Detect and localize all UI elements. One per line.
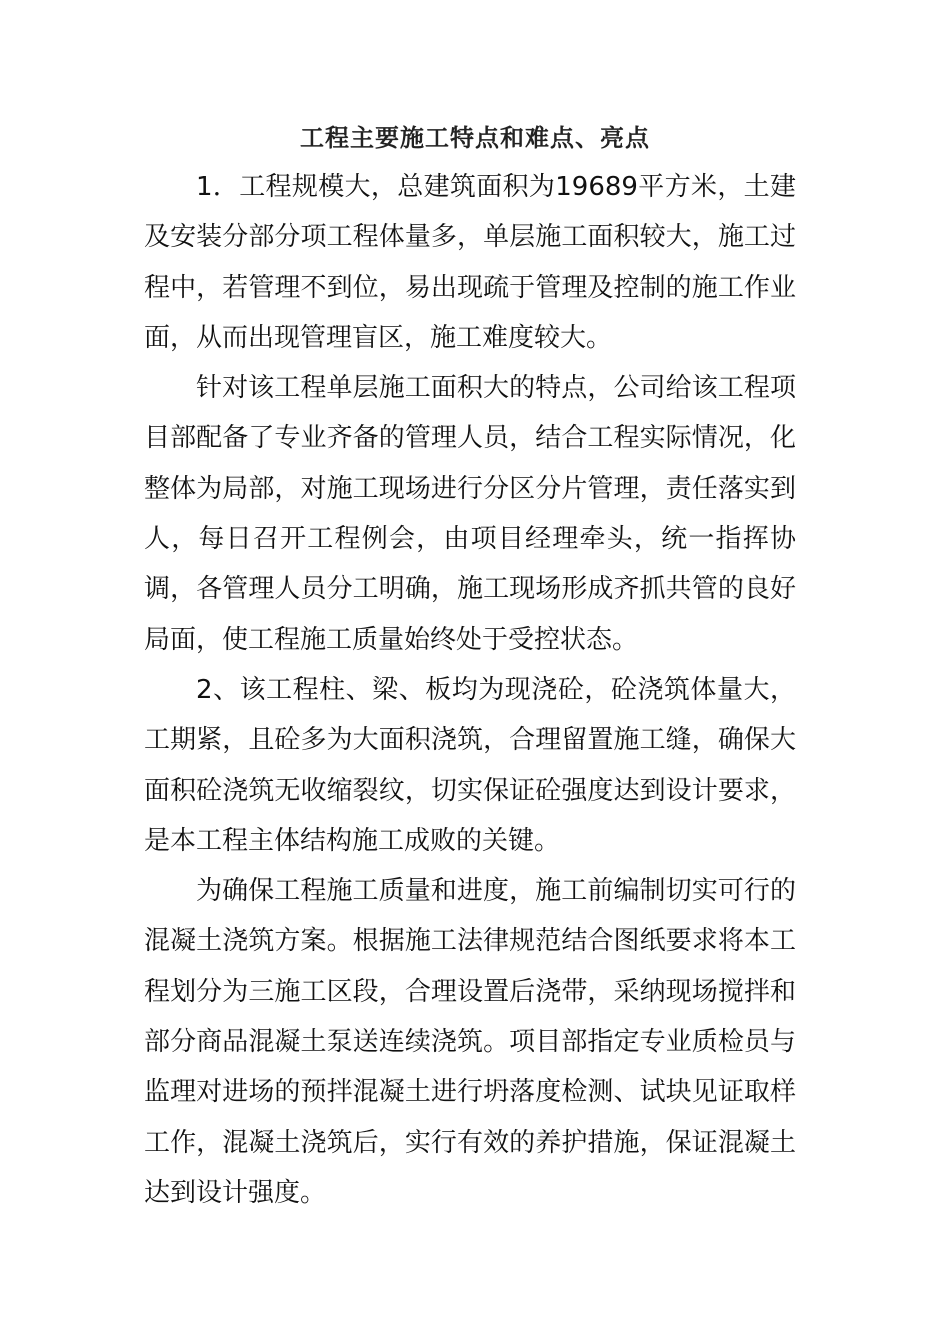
- document-title: 工程主要施工特点和难点、亮点: [300, 123, 650, 152]
- paragraph-1: 1．工程规模大，总建筑面积为19689平方米，土建及安装分部分项工程体量多，单层施工面积较大，施工过程中，若管理不到位，易出现疏于管理及控制的施工作业面，从而出现管理盲区，施工难度较大。: [144, 172, 796, 353]
- document-body: [144, 162, 796, 1218]
- paragraph-3: 2、该工程柱、梁、板均为现浇砼，砼浇筑体量大，工期紧，且砼多为大面积浇筑，合理留置施工缝，确保大面积砼浇筑无收缩裂纹，切实保证砼强度达到设计要求，是本工程主体结构施工成败的关键。: [144, 674, 796, 856]
- paragraph-2: 针对该工程单层施工面积大的特点，公司给该工程项目部配备了专业齐备的管理人员，结合工程实际情况，化整体为局部，对施工现场进行分区分片管理，责任落实到人，每日召开工程例会，由项目经理牵头，统一指挥协调，各管理人员分工明确，施工现场形成齐抓共管的良好局面，使工程施工质量始终处于受控状态。: [144, 373, 796, 655]
- paragraph-4: 为确保工程施工质量和进度，施工前编制切实可行的混凝土浇筑方案。根据施工法律规范结合图纸要求将本工程划分为三施工区段，合理设置后浇带，采纳现场搅拌和部分商品混凝土泵送连续浇筑。项目部指定专业质检员与监理对进场的预拌混凝土进行坍落度检测、试块见证取样工作，混凝土浇筑后，实行有效的养护措施，保证混凝土达到设计强度。: [144, 876, 796, 1208]
